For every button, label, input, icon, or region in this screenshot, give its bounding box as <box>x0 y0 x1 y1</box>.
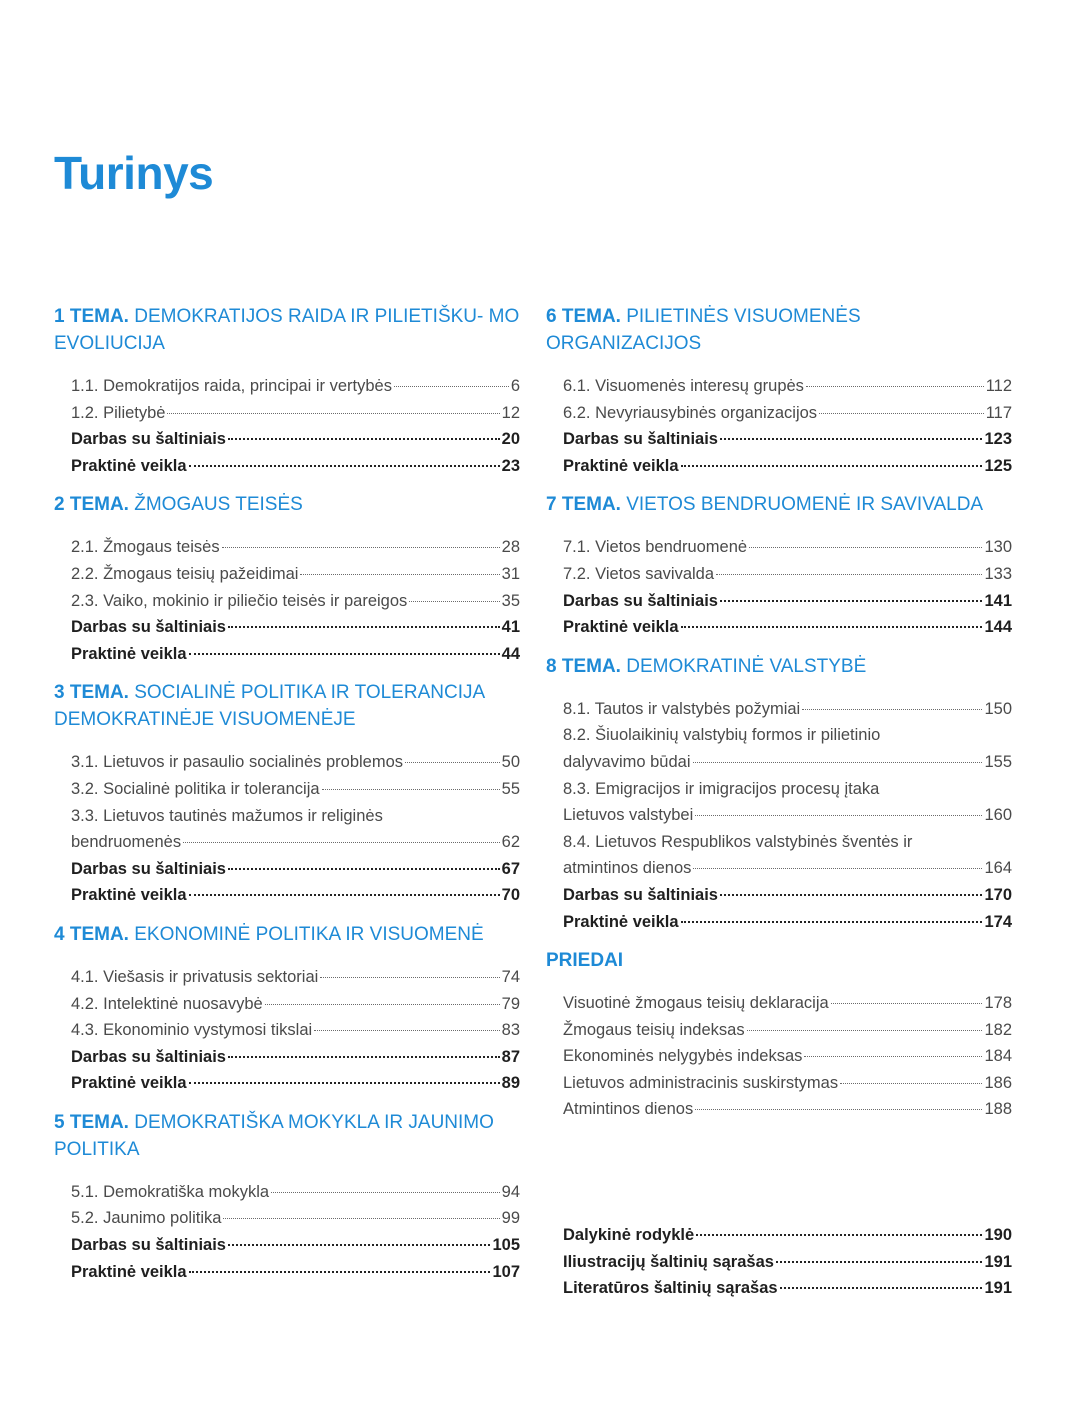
toc-page-number: 144 <box>984 618 1012 637</box>
toc-entry[interactable] <box>563 1222 1012 1249</box>
section-number: 2 TEMA. <box>54 494 129 516</box>
toc-entry-label: 4.2. Intelektinė nuosavybė <box>71 994 263 1013</box>
toc-entry[interactable] <box>71 588 520 615</box>
toc-page-number: 191 <box>984 1279 1012 1298</box>
section-title: PILIETINĖS VISUOMENĖS ORGANIZACIJOS <box>546 306 861 354</box>
section-number: 4 TEMA. <box>54 923 129 945</box>
toc-page-number: 31 <box>501 564 520 583</box>
toc-section <box>54 1109 520 1285</box>
dot-leader <box>720 437 982 440</box>
toc-entry-label: Literatūros šaltinių sąrašas <box>563 1279 778 1298</box>
toc-page-number: 188 <box>984 1100 1012 1119</box>
toc-page-number: 99 <box>501 1209 520 1228</box>
toc-entry-label: 6.2. Nevyriausybinės organizacijos <box>563 403 818 422</box>
toc-entry[interactable] <box>563 990 1012 1017</box>
toc-entry[interactable] <box>71 776 520 803</box>
dot-leader <box>747 1029 983 1031</box>
dot-leader <box>776 1260 983 1263</box>
toc-entry[interactable] <box>563 1070 1012 1097</box>
dot-leader <box>228 437 500 440</box>
toc-page-number: 141 <box>984 591 1012 610</box>
toc-entry-label: 7.1. Vietos bendruomenė <box>563 538 748 557</box>
section-number: 8 TEMA. <box>546 655 621 677</box>
toc-entry[interactable] <box>71 1044 520 1071</box>
toc-entry-label: Darbas su šaltiniais <box>563 885 718 904</box>
toc-entry-label: Praktinė veikla <box>71 1262 187 1281</box>
toc-entry-label: 4.3. Ekonominio vystymosi tikslai <box>71 1021 313 1040</box>
dot-leader <box>322 788 500 790</box>
toc-entry[interactable] <box>71 749 520 776</box>
toc-entry[interactable] <box>563 855 1012 882</box>
toc-right-column <box>546 303 1012 1135</box>
section-heading[interactable] <box>54 921 520 948</box>
section-entries <box>54 373 520 479</box>
toc-back-matter <box>546 1222 1012 1302</box>
dot-leader <box>265 1003 500 1005</box>
dot-leader <box>780 1286 983 1289</box>
back-matter-entries <box>546 1222 1012 1302</box>
toc-page-number: 133 <box>984 564 1012 583</box>
dot-leader <box>189 893 500 896</box>
toc-entry[interactable] <box>563 882 1012 909</box>
toc-entry-label: Praktinė veikla <box>71 1074 187 1093</box>
toc-entry-label: Darbas su šaltiniais <box>71 430 226 449</box>
toc-entry[interactable] <box>71 1179 520 1206</box>
toc-entry-label: Praktinė veikla <box>71 886 187 905</box>
section-entries <box>54 749 520 909</box>
toc-page-number: 174 <box>984 912 1012 931</box>
toc-page-number: 182 <box>984 1020 1012 1039</box>
toc-page-number: 178 <box>984 994 1012 1013</box>
dot-leader <box>183 841 500 843</box>
section-title: DEMOKRATIJOS RAIDA IR PILIETIŠKU- MO EVOLIUCIJA <box>54 306 520 354</box>
toc-entry[interactable] <box>563 749 1012 776</box>
toc-page-number: 87 <box>501 1047 520 1066</box>
dot-leader <box>802 708 982 710</box>
dot-leader <box>228 867 500 870</box>
toc-page-number: 67 <box>501 859 520 878</box>
toc-entry[interactable] <box>71 964 520 991</box>
dot-leader <box>405 761 500 763</box>
toc-entry-label: 6.1. Visuomenės interesų grupės <box>563 377 804 395</box>
dot-leader <box>189 1270 491 1273</box>
toc-entry-label: Praktinė veikla <box>563 912 679 931</box>
toc-page-number: 184 <box>984 1047 1012 1066</box>
dot-leader <box>189 464 500 467</box>
toc-left-column <box>54 303 520 1297</box>
toc-entry-label: 5.1. Demokratiška mokykla <box>71 1182 270 1201</box>
toc-entry-label: 1.1. Demokratijos raida, principai ir vertybės <box>71 377 392 395</box>
toc-entry-label: Praktinė veikla <box>71 456 187 475</box>
toc-entry[interactable] <box>563 1043 1012 1070</box>
toc-entry-label: 7.2. Vietos savivalda <box>563 564 715 583</box>
toc-page-number: 130 <box>984 538 1012 557</box>
toc-entry[interactable] <box>563 588 1012 615</box>
toc-entry-label: 2.2. Žmogaus teisių pažeidimai <box>71 564 299 583</box>
toc-entry[interactable] <box>563 802 1012 829</box>
toc-entry-label: Praktinė veikla <box>71 644 187 663</box>
toc-section <box>54 921 520 1097</box>
dot-leader <box>720 599 982 602</box>
toc-page-number: 74 <box>501 967 520 986</box>
toc-section <box>546 653 1012 935</box>
dot-leader <box>695 1108 982 1110</box>
toc-entry[interactable] <box>563 1017 1012 1044</box>
toc-page-number: 160 <box>984 806 1012 825</box>
dot-leader <box>693 867 982 869</box>
toc-entry-line: 8.4. Lietuvos Respublikos valstybinės šventės ir <box>563 832 913 851</box>
dot-leader <box>720 893 982 896</box>
section-heading[interactable] <box>54 1109 520 1163</box>
toc-page-number: 50 <box>501 753 520 772</box>
dot-leader <box>300 573 499 575</box>
section-number: 7 TEMA. <box>546 494 621 516</box>
toc-page-number: 6 <box>510 377 520 395</box>
toc-entry-label: Darbas su šaltiniais <box>71 1047 226 1066</box>
toc-entry[interactable] <box>563 534 1012 561</box>
toc-entry-label: Iliustracijų šaltinių sąrašas <box>563 1252 774 1271</box>
toc-entry-label: 1.2. Pilietybė <box>71 403 166 422</box>
section-number: 3 TEMA. <box>54 682 129 704</box>
toc-entry-label: 3.1. Lietuvos ir pasaulio socialinės problemos <box>71 753 404 772</box>
toc-entry[interactable] <box>563 561 1012 588</box>
section-entries <box>54 1179 520 1285</box>
dot-leader <box>695 814 982 816</box>
section-entries <box>54 534 520 667</box>
toc-page-number: 70 <box>501 886 520 905</box>
toc-entry[interactable] <box>563 696 1012 723</box>
toc-entry[interactable] <box>71 1232 520 1259</box>
toc-entry[interactable] <box>563 400 1012 427</box>
dot-leader <box>409 600 499 602</box>
toc-entry[interactable] <box>71 829 520 856</box>
dot-leader <box>228 1243 490 1246</box>
toc-entry-label: atmintinos dienos <box>563 859 692 878</box>
section-title: DEMOKRATIŠKA MOKYKLA IR JAUNIMO POLITIKA <box>54 1111 494 1160</box>
dot-leader <box>831 1002 983 1004</box>
toc-entry-label: 3.2. Socialinė politika ir tolerancija <box>71 779 320 798</box>
toc-page-number: 12 <box>501 403 520 422</box>
toc-entry-label: Dalykinė rodyklė <box>563 1226 695 1244</box>
dot-leader <box>693 761 983 763</box>
toc-entry-label: Lietuvos valstybei <box>563 806 694 825</box>
dot-leader <box>804 1055 982 1057</box>
dot-leader <box>228 1055 500 1058</box>
toc-entry[interactable] <box>71 453 520 480</box>
section-heading[interactable] <box>54 679 520 733</box>
section-heading[interactable] <box>546 947 1012 974</box>
toc-entry-label: Darbas su šaltiniais <box>563 430 718 449</box>
toc-entry[interactable] <box>71 426 520 453</box>
section-number: 5 TEMA. <box>54 1111 129 1133</box>
toc-entry[interactable] <box>71 1205 520 1232</box>
dot-leader <box>189 652 500 655</box>
section-entries <box>546 534 1012 640</box>
toc-section <box>54 303 520 479</box>
page-title: Turinys <box>54 147 214 199</box>
toc-entry-label: 5.2. Jaunimo politika <box>71 1209 222 1228</box>
toc-entry[interactable] <box>563 426 1012 453</box>
section-entries <box>546 696 1012 935</box>
dot-leader <box>271 1191 500 1193</box>
toc-entry-label: Ekonominės nelygybės indeksas <box>563 1047 803 1066</box>
section-title: EKONOMINĖ POLITIKA IR VISUOMENĖ <box>134 923 484 945</box>
toc-page-number: 112 <box>985 377 1012 395</box>
toc-entry[interactable] <box>71 1017 520 1044</box>
toc-page-number: 170 <box>984 885 1012 904</box>
section-heading[interactable] <box>54 491 520 518</box>
toc-page-number: 23 <box>501 456 520 475</box>
toc-entry[interactable] <box>563 1275 1012 1302</box>
toc-entry-label: Darbas su šaltiniais <box>71 1236 226 1255</box>
toc-page-number: 191 <box>984 1252 1012 1271</box>
section-title: VIETOS BENDRUOMENĖ IR SAVIVALDA <box>626 494 984 516</box>
section-entries <box>546 990 1012 1123</box>
toc-entry-label: Atmintinos dienos <box>563 1100 694 1119</box>
toc-section <box>546 491 1012 640</box>
dot-leader <box>320 976 499 978</box>
dot-leader <box>681 920 983 923</box>
toc-entry-label: Praktinė veikla <box>563 456 679 475</box>
toc-entry[interactable] <box>563 453 1012 480</box>
section-number: 6 TEMA. <box>546 306 621 327</box>
toc-entry-label: Darbas su šaltiniais <box>563 591 718 610</box>
toc-section <box>54 491 520 667</box>
section-entries <box>54 964 520 1097</box>
dot-leader <box>681 464 983 467</box>
toc-page-number: 62 <box>501 833 520 852</box>
dot-leader <box>806 385 984 387</box>
toc-entry-label: dalyvavimo būdai <box>563 752 691 771</box>
toc-entry[interactable] <box>71 400 520 427</box>
toc-entry-label: Visuotinė žmogaus teisių deklaracija <box>563 994 829 1013</box>
toc-page-number: 155 <box>984 752 1012 771</box>
toc-page-number: 150 <box>984 699 1012 718</box>
section-number: 1 TEMA. <box>54 306 129 327</box>
toc-entry-line: 8.2. Šiuolaikinių valstybių formos ir pilietinio <box>563 726 881 745</box>
toc-entry-label: Darbas su šaltiniais <box>71 618 226 637</box>
dot-leader <box>716 573 982 575</box>
section-heading[interactable] <box>546 303 1012 357</box>
toc-section <box>546 303 1012 479</box>
toc-entry-label: Lietuvos administracinis suskirstymas <box>563 1073 839 1092</box>
section-number: PRIEDAI <box>546 950 624 972</box>
toc-entry-label: 2.3. Vaiko, mokinio ir piliečio teisės ir pareigos <box>71 591 408 610</box>
dot-leader <box>696 1233 982 1236</box>
toc-section <box>546 947 1012 1123</box>
section-heading[interactable] <box>546 653 1012 680</box>
section-title: SOCIALINĖ POLITIKA IR TOLERANCIJA DEMOKRATINĖJE VISUOMENĖJE <box>54 682 485 731</box>
dot-leader <box>681 625 983 628</box>
toc-entry[interactable] <box>563 373 1012 400</box>
toc-entry[interactable] <box>563 1096 1012 1123</box>
dot-leader <box>223 1217 499 1219</box>
toc-page-number: 41 <box>501 618 520 637</box>
dot-leader <box>840 1082 982 1084</box>
dot-leader <box>228 625 500 628</box>
section-heading[interactable] <box>546 491 1012 518</box>
dot-leader <box>314 1029 499 1031</box>
section-entries <box>546 373 1012 479</box>
toc-entry[interactable] <box>71 614 520 641</box>
toc-page-number: 186 <box>984 1073 1012 1092</box>
toc-entry[interactable] <box>563 614 1012 641</box>
toc-entry-label: Žmogaus teisių indeksas <box>563 1020 745 1039</box>
section-heading[interactable] <box>54 303 520 357</box>
toc-entry[interactable] <box>71 991 520 1018</box>
dot-leader <box>749 546 982 548</box>
toc-entry-label: 2.1. Žmogaus teisės <box>71 538 220 557</box>
toc-entry-label: Praktinė veikla <box>563 618 679 637</box>
toc-entry-label: 8.1. Tautos ir valstybės požymiai <box>563 699 801 718</box>
dot-leader <box>167 412 499 414</box>
toc-entry-label: Darbas su šaltiniais <box>71 859 226 878</box>
toc-page-number: 28 <box>501 538 520 557</box>
toc-entry-label: bendruomenės <box>71 833 182 852</box>
toc-page-number: 20 <box>501 430 520 449</box>
toc-entry[interactable] <box>71 534 520 561</box>
toc-page-number: 125 <box>984 456 1012 475</box>
toc-entry[interactable] <box>71 641 520 668</box>
toc-entry[interactable] <box>563 909 1012 936</box>
toc-entry[interactable] <box>71 1259 520 1286</box>
section-title: ŽMOGAUS TEISĖS <box>134 494 303 516</box>
toc-page-number: 164 <box>984 859 1012 878</box>
toc-page-number: 44 <box>501 644 520 663</box>
toc-page-number: 55 <box>501 779 520 798</box>
toc-page-number: 190 <box>984 1226 1012 1244</box>
toc-page-number: 107 <box>492 1262 520 1281</box>
toc-page-number: 123 <box>984 430 1012 449</box>
toc-entry[interactable] <box>71 373 520 400</box>
toc-entry-label: 4.1. Viešasis ir privatusis sektoriai <box>71 967 319 986</box>
toc-page-number: 105 <box>492 1236 520 1255</box>
toc-entry[interactable] <box>71 561 520 588</box>
toc-entry[interactable] <box>71 1070 520 1097</box>
toc-entry[interactable] <box>71 856 520 883</box>
section-title: DEMOKRATINĖ VALSTYBĖ <box>626 655 867 677</box>
toc-entry[interactable] <box>71 882 520 909</box>
toc-page-number: 79 <box>501 994 520 1013</box>
toc-entry-line: 8.3. Emigracijos ir imigracijos procesų įtaka <box>563 779 880 798</box>
toc-section <box>54 679 520 909</box>
toc-entry-line: 3.3. Lietuvos tautinės mažumos ir religinės <box>71 806 383 825</box>
dot-leader <box>819 412 984 414</box>
toc-page-number: 94 <box>501 1182 520 1201</box>
toc-page-number: 35 <box>501 591 520 610</box>
dot-leader <box>189 1081 500 1084</box>
toc-page-number: 117 <box>985 403 1012 422</box>
toc-page-number: 89 <box>501 1074 520 1093</box>
dot-leader <box>222 546 500 548</box>
dot-leader <box>394 385 509 387</box>
toc-page-number: 83 <box>501 1021 520 1040</box>
toc-entry[interactable] <box>563 1249 1012 1276</box>
